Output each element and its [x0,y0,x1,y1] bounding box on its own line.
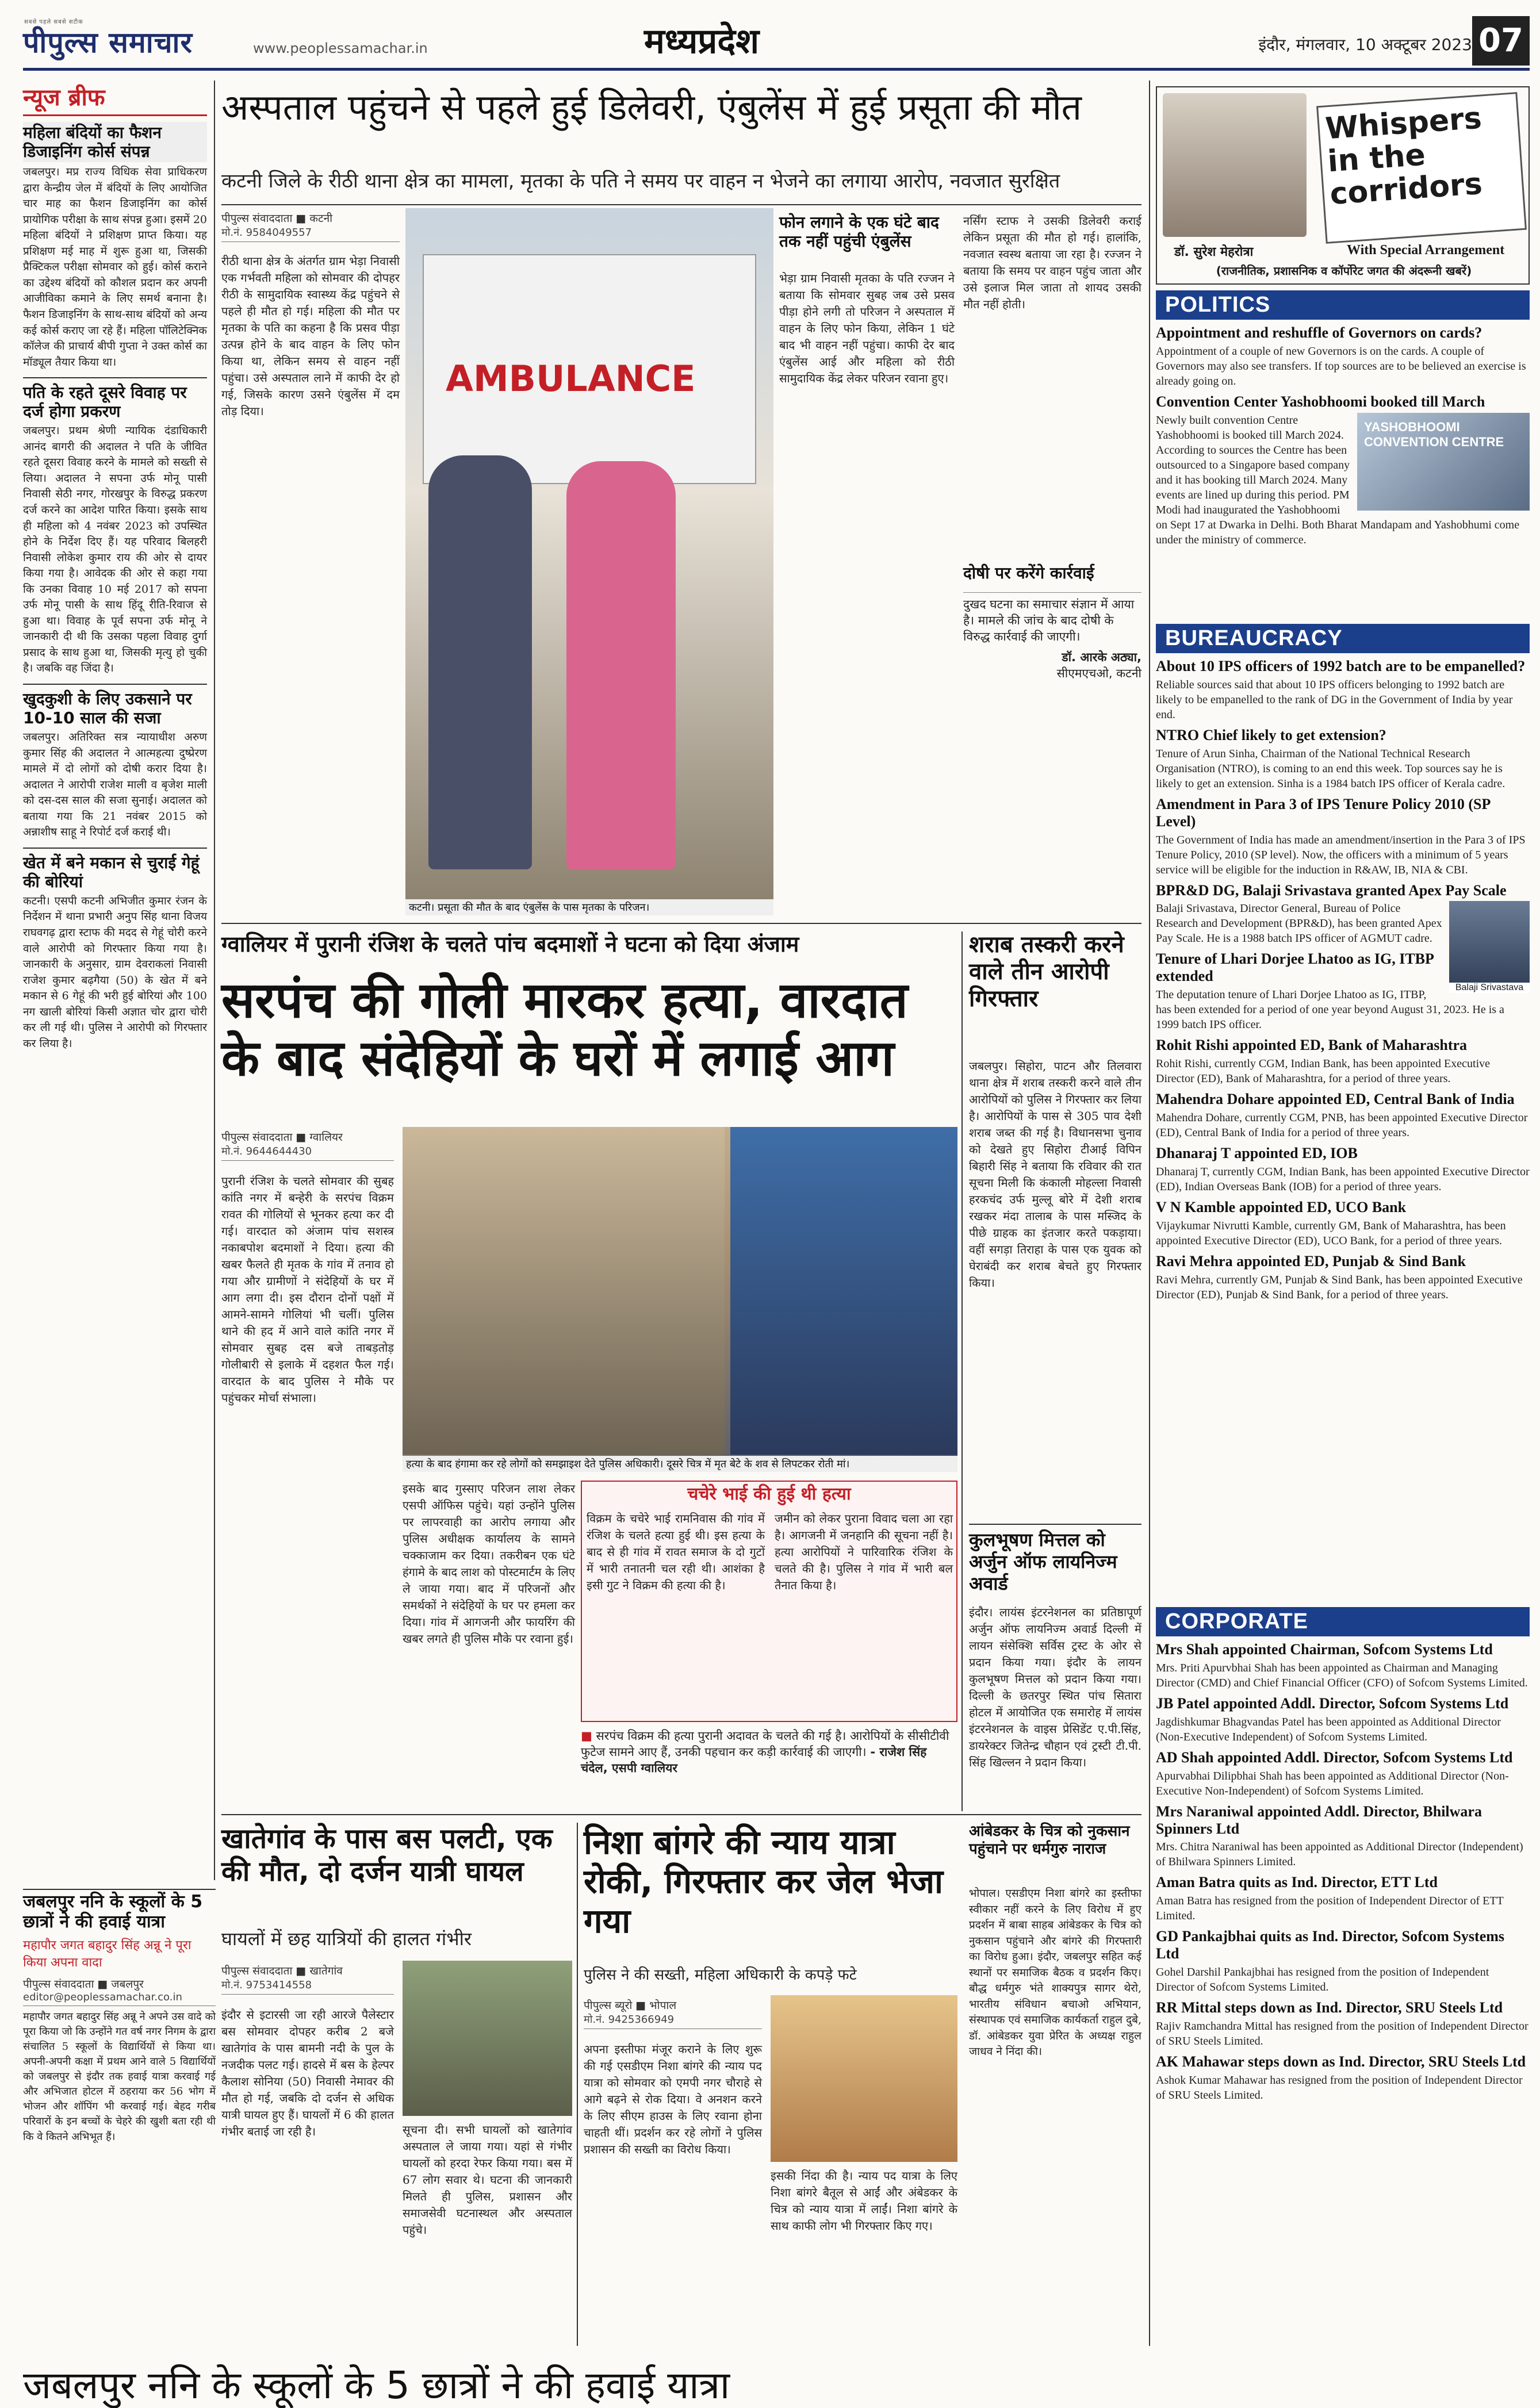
gwalior-kicker: ग्वालियर में पुरानी रंजिश के चलते पांच बदमाशों ने घटना को दिया अंजाम [221,931,799,957]
yashobhoomi-image: YASHOBHOOMI CONVENTION CENTRE [1357,413,1530,511]
brief-item: खुदकुशी के लिए उकसाने पर 10-10 साल की सजा जबलपुर। अतिरिक्त सत्र न्यायाधीश अरुण कुमार सिंह की अदालत ने आत्महत्या दुष्प्रेरण मामले में दो लोगों को दोषी करार दिया है। अदालत ने आरोपी राजेश माली व बृजेश माली को दस-दस साल की सजा सुनाई। अदालत को बताया गया कि 21 नवंबर 2015 को अन्नाशीष साहू ने रिपोर्ट दर्ज कराई थी। [23,684,207,841]
nisha-photo [771,1995,957,2162]
jabalpur-headline: जबलपुर ननि के स्कूलों के 5 छात्रों ने की हवाई यात्रा [23,2363,730,2407]
bureaucracy-title: BUREAUCRACY [1156,624,1530,653]
katni-caption: कटनी। प्रसूता की मौत के बाद एंबुलेंस के पास मृतका के परिजन। [405,899,773,915]
liquor-body: जबलपुर। सिहोरा, पाटन और तिलवारा थाना क्षेत्र में शराब तस्करी करने वाले तीन आरोपियों को पुलिस ने गिरफ्तार कर लिया है। आरोपियों के पास से 305 पाव देशी शराब जब्त की गई है। विधानसभा चुनाव को देखते हुए सिहोरा टीआई विपिन बिहारी सिंह ने बताया कि रविवार की रात सूचना मिली कि कंकाली मोहल्ला निवासी हरकचंद उर्फ मुल्लू बोरे में देशी शराब रखकर मंदा तालाब के पास मस्जिद के पीछे ग्राहक का इंतजार करते पकड़ाया। वहीं सगड़ा तिराहा के पास एक युवक को घेराबंदी कर शराब बेचते हुए गिरफ्तार किया। [969,1059,1141,1290]
whispers-badge: Whispers in the corridors [1316,92,1527,244]
nisha-byline: पीपुल्स ब्यूरो ■ भोपाल मो.नं. 9425366949 [584,1995,762,2035]
bureaucracy-item: BPR&D DG, Balaji Srivastava granted Apex Pay Scale Balaji Srivastava Balaji Srivastava, Director General, Bureau of Police Research and Development (BPR&D), has been granted Apex Pay Scale. He is a 1988 batch IPS officer of AGMUT cadre. [1156,882,1530,946]
jabalpur-story: जबलपुर ननि के स्कूलों के 5 छात्रों ने की हवाई यात्रा महापौर जगत बहादुर सिंह अन्नू ने पूरा किया अपना वादा पीपुल्स संवाददाता ■ जबलपुर editor@peoplessamachar.co.in महापौर जगत बहादुर सिंह अन्नू ने अपने उस वादे को पूरा किया जो कि उन्होंने गत वर्ष नगर निगम के द्वारा संचालित 5 स्कूलों के विद्यार्थियों से किया था। अपनी-अपनी कक्षा में प्रथम आने वाले 5 विद्यार्थियों को जबलपुर से इंदौर तक हवाई यात्रा करवाई गई और अभिजात होटल में ठहराया कर 56 भोग में भोजन और शॉपिंग भी करवाई गई। बेहद गरीब परिवारों के इन बच्चों के चेहरे की खुशी बता रही थी कि वे कितने अभिभूत हैं। [23,1892,216,2346]
corporate-item: GD Pankajbhai quits as Ind. Director, Sofcom Systems Ltd Gohel Darshil Pankajbhai has resigned from the position of Independent Director of Sofcom Systems Limited. [1156,1928,1505,1994]
gwalior-headline: सरपंच की गोली मारकर हत्या, वारदात के बाद संदेहियों के घरों में लगाई आग [221,972,908,1088]
bureaucracy-item: Amendment in Para 3 of IPS Tenure Policy 2010 (SP Level) The Government of India has made an amendment/insertion in the Para 3 of IPS Tenure Policy, 2010 (SP level). Now, the officers with a minimum of 5 years service will be eligible for the induction in R&AW, IB, NIA & CBI. [1156,795,1526,876]
nisha-side-headline: आंबेडकर के चित्र को नुकसान पहुंचाने पर धर्मगुरु नाराज [969,1823,1130,1858]
nisha-col2: इसकी निंदा की है। न्याय पद यात्रा के लिए निशा बांगरे बैतूल से आईं और अंबेडकर के चित्र को न्याय यात्रा में लाईं। निशा बांगरे के साथ काफी लोग भी गिरफ्तार किए गए। [771,2169,957,2233]
bureaucracy-section [1156,624,1530,1601]
bureaucracy-item: V N Kamble appointed ED, UCO Bank Vijaykumar Nivrutti Kamble, currently GM, Bank of Maharashtra, has been appointed Executive Director (ED), UCO Bank, for a period of three years. [1156,1198,1506,1247]
issue-date: इंदौर, मंगलवार, 10 अक्टूबर 2023 [1258,35,1472,54]
corporate-item: AD Shah appointed Addl. Director, Sofcom Systems Ltd Apurvabhai Dilipbhai Shah has been appointed as Additional Director (Non-Executive Non-Independent) of Sofcom Systems Limited. [1156,1749,1513,1797]
politics-section [1156,290,1530,618]
whispers-tagline: (राजनीतिक, प्रशासनिक व कॉर्पोरेट जगत की अंदरूनी खबरें) [1216,264,1472,278]
award-headline: कुलभूषण मित्तल को अर्जुन ऑफ लायनिज्म अवार्ड [969,1529,1117,1594]
bureaucracy-item: Tenure of Lhari Dorjee Lhatoo as IG, ITBP extended The deputation tenure of Lhari Dorjee Lhatoo as IG, ITBP, has been extended for a period of one year beyond August 31, 2023. He is a 1999 batch IPS officer. [1156,950,1504,1032]
katni-photo [405,208,773,915]
masthead-logo: सबसे पहले सबसे सटीक पीपुल्स समाचार [23,19,193,59]
ambulance-label: AMBULANCE [446,358,696,400]
brief-item: महिला बंदियों का फैशन डिजाइनिंग कोर्स संपन्न जबलपुर। मप्र राज्य विधिक सेवा प्राधिकरण द्वारा केन्द्रीय जेल में बंदियों के लिए आयोजित चार माह का फैशन डिजाइनिंग का कोर्स प्रायोगिक परीक्षा के साथ संपन्न हुआ। इसमें 20 महिला बंदियों ने प्रशिक्षण प्राप्त किया। यह प्रशिक्षण मई माह में शुरू हुआ था, जिसकी प्रैक्टिकल परीक्षा सोमवार को हुई। कोर्स कराने का उद्देश्य बंदियों को कौशल प्रदान कर अपनी आजीविका कमाने के लिए समर्थ बनाना है। फैशन डिजाइनिंग के साथ-साथ बंदियों को अन्य कई कोर्स कराए जा रहे हैं। महिला पॉलिटेक्निक कॉलेज की प्राचार्य बीपी गुप्ता ने उक्त कोर्स का मॉड्यूल तैयार किया था। [23,123,207,369]
page-number: 07 [1472,16,1530,66]
brief-item: पति के रहते दूसरे विवाह पर दर्ज होगा प्रकरण जबलपुर। प्रथम श्रेणी न्यायिक दंडाधिकारी आनंद बागरी की अदालत ने पति के जीवित रहते दूसरा विवाह करने के मामले को सख्ती से लिया। अदालत ने सपना उर्फ मोनू पासी निवासी सेठी नगर, गोरखपुर के विरुद्ध प्रकरण दर्ज करने का आदेश पारित किया। इसके साथ ही महिला को 4 नवंबर 2023 को उपस्थित होने के निर्देश दिए हैं। यह परिवाद बिलहरी निवासी लोकेश कुमार राय की ओर से दायर किया गया है। आवेदक की ओर से कहा गया कि उनका विवाह 10 मई 2017 को सपना उर्फ मोनू पासी के साथ हिंदू रीति-रिवाज से हुआ था। विवाह के पूर्व सपना उर्फ मोनू ने जानकारी दी थी कि उसका पहला विवाह दुर्गा प्रसाद के साथ हुआ था, जिसकी मृत्यु हो चुकी है। जबकि वह जिंदा है। [23,377,207,677]
corporate-title: CORPORATE [1156,1607,1530,1636]
politics-item: Appointment and reshuffle of Governors on cards? Appointment of a couple of new Governors is on the cards. A couple of Governors may also see transfers. If top sources are to be believed an exercise is already going on. [1156,324,1526,388]
bus-body: इंदौर से इटारसी जा रही आरजे पैलेस्टार बस सोमवार दोपहर करीब 2 बजे खातेगांव के पास बामनी नदी के पुल के नजदीक पलट गई। हादसे में बस के हेल्पर कैलाश सोनिया (50) निवासी नेमावर की मौत हो गई, जबकि दो दर्जन से अधिक यात्री घायल हुए हैं। घायलों में 6 की हालत गंभीर बताई जा रही है। [221,2008,394,2138]
section-title: मध्यप्रदेश [644,21,760,62]
gwalior-box: चचेरे भाई की हुई थी हत्या विक्रम के चचेरे भाई रामनिवास की गांव में रंजिश के चलते हत्या हुई थी। इस हत्या के बाद से ही गांव में रावत समाज के दो गुटों में भारी तनातनी चल रही थी। आशंका है इसी गुट ने विक्रम की हत्या की है। जमीन को लेकर पुराना विवाद चला आ रहा है। आगजनी में जनहानि की सूचना नहीं है। हत्या आरोपियों ने पारिवारिक रंजिश के चलते की है। पुलिस ने गांव में भारी बल तैनात किया है। [581,1481,957,1722]
nisha-body: अपना इस्तीफा मंजूर कराने के लिए शुरू की गई एसडीएम निशा बांगरे की न्याय पद यात्रा को सोमवार को एमपी नगर चौराहे से आगे बढ़ने से रोक दिया। वे अनशन करने के लिए सीएम हाउस के लिए रवाना होना चाहती थीं। प्रदर्शन कर रहे लोगों ने पुलिस प्रशासन की सख्ती का विरोध किया। [584,2042,762,2156]
liquor-headline: शराब तस्करी करने वाले तीन आरोपी गिरफ्तार [969,931,1124,1013]
bureaucracy-item: Rohit Rishi appointed ED, Bank of Maharashtra Rohit Rishi, currently CGM, Indian Bank, has been appointed Executive Director (ED), Bank of Maharashtra, for a period of three years. [1156,1037,1490,1086]
gwalior-byline: पीपुल्स संवाददाता ■ ग्वालियर मो.नं. 9644644430 [221,1127,394,1167]
quote-bullet-icon: ■ [581,1729,596,1743]
corporate-item: Mrs Naraniwal appointed Addl. Director, Bhilwara Spinners Ltd Mrs. Chitra Naraniwal has been appointed as Additional Director (Independent) of Bhilwara Spinners Limited. [1156,1803,1523,1869]
politics-title: POLITICS [1156,290,1530,320]
corporate-item: Aman Batra quits as Ind. Director, ETT Ltd Aman Batra has resigned from the position of Independent Director of ETT Limited. [1156,1874,1504,1923]
gwalior-caption: हत्या के बाद हंगामा कर रहे लोगों को समझाइश देते पुलिस अधिकारी। दूसरे चित्र में मृत बेटे के शव से लिपटकर रोती मां। [403,1456,957,1472]
balaji-photo: Balaji Srivastava [1449,901,1530,993]
news-brief-title: न्यूज ब्रीफ [23,80,207,116]
bureaucracy-item: About 10 IPS officers of 1992 batch are to be empanelled? Reliable sources said that about 10 IPS officers belonging to 1992 batch are likely to be empanelled to the rank of DG in the Government of India by year end. [1156,658,1526,721]
whispers-arrangement: With Special Arrangement [1347,243,1505,258]
bus-byline: पीपुल्स संवाददाता ■ खातेगांव मो.नं. 9753414558 [221,1961,394,2001]
politics-item: Convention Center Yashobhoomi booked till March YASHOBHOOMI CONVENTION CENTRE Newly built convention Centre Yashobhoomi is booked till March 2024. According to sources the Centre has been outsourced to a Singapore based company and it has booking till March 2024. Many events are lined up during this period. PM Modi had inaugurated the Yashobhoomi on Sept 17 at Dwarka in Delhi. Both Bharat Mandapam and Yashobhumi come under the ministry of commerce. [1156,393,1530,547]
masthead-url[interactable]: www.peoplessamachar.in [253,40,428,56]
nisha-headline: निशा बांगरे की न्याय यात्रा रोकी, गिरफ्तार कर जेल भेजा गया [584,1823,944,1941]
katni-col2: भेड़ा ग्राम निवासी मृतका के पति रज्जन ने बताया कि सोमवार सुबह जब उसे प्रसव पीड़ा होने लगी तो परिजन ने अस्पताल में वाहन के लिए फोन किया, लेकिन 1 घंटे बाद भी वाहन नहीं पहुंचा। काफी देर बाद एंबुलेंस आई और महिला को रीठी सामुदायिक केंद्र लेकर परिजन रवाना हुए। [779,271,955,385]
gwalior-body: पुरानी रंजिश के चलते सोमवार की सुबह कांति नगर में बन्हेरी के सरपंच विक्रम रावत की गोलियों से भूनकर हत्या कर दी गई। वारदात को अंजाम पांच सशस्त्र नकाबपोश बदमाशों ने दिया। हत्या की खबर फैलते ही मृतक के गांव में तनाव हो गया और ग्रामीणों ने संदेहियों के घर में आग लगा दी। इस दौरान दोनों पक्षों में आमने-सामने गोलियां भी चलीं। पुलिस थाने की हद में आने वाले कांति नगर में सोमवार सुबह दस बजे ताबड़तोड़ गोलीबारी से इलाके में दहशत फैल गई। वारदात के बाद पुलिस ने मौके पर पहुंचकर मोर्चा संभाला। [221,1174,394,1405]
katni-body: रीठी थाना क्षेत्र के अंतर्गत ग्राम भेड़ा निवासी एक गर्भवती महिला को सोमवार की दोपहर रीठी के सामुदायिक स्वास्थ्य केंद्र पहुंचने से पहले ही मौत हो गई। महिला की मौत पर मृतका के पति का कहना है कि प्रसव पीड़ा उत्पन्न होने के बाद वाहन के लिए फोन किया था, लेकिन समय से वाहन नहीं पहुंचा। उसे अस्पताल लाने में काफी देर हो गई, जिसके कारण उसने एंबुलेंस में दम तोड़ दिया। [221,254,400,418]
whispers-person: डॉ. सुरेश मेहरोत्रा [1174,245,1254,259]
nisha-side-body: भोपाल। एसडीएम निशा बांगरे का इस्तीफा स्वीकार नहीं करने के लिए विरोध में हुए प्रदर्शन में बाबा साहब आंबेडकर के चित्र को नुकसान पहुंचाने और बांगरे की गिरफ्तारी का विरोध हुआ। इंदौर, जबलपुर सहित कई स्थानों पर समाजिक बैठक व प्रदर्शन किए। बौद्ध धर्मगुरु भंते शाक्यपुत्र सागर थेरो, भारतीय संविधान बचाओ अभियान, संस्थापक एवं समाजिक कार्यकर्ता राहुल दुबे, डॉ. आंबेडकर युवा प्रेरित के अध्यक्ष राहुल जाधव ने निंदा की। [969,1887,1141,2058]
corporate-section [1156,1607,1530,2346]
bus-photo [403,1961,572,2116]
gwalior-quote: ■ सरपंच विक्रम की हत्या पुरानी अदावत के चलते की गई है। आरोपियों के सीसीटीवी फुटेज सामने आए हैं, उनकी पहचान कर कड़ी कार्रवाई की जाएगी। - राजेश सिंह चंदेल, एसपी ग्वालियर [581,1729,949,1775]
bureaucracy-item: NTRO Chief likely to get extension? Tenure of Arun Sinha, Chairman of the National Technical Research Organisation (NTRO), is coming to an end this week. Top sources say he is likely to get an extension. Sinha is a 1984 batch IPS officer of Kerala cadre. [1156,726,1505,790]
katni-subhead-ambulance: फोन लगाने के एक घंटे बाद तक नहीं पहुंची एंबुलेंस [779,213,939,251]
bus-col2: सूचना दी। सभी घायलों को खातेगांव अस्पताल ले जाया गया। यहां से गंभीर घायलों को हरदा रेफर किया गया। बस में 67 लोग सवार थे। घटना की जानकारी मिलते ही पुलिस, प्रशासन और समाजसेवी घटनास्थल और अस्पताल पहुंचे। [403,2123,572,2237]
corporate-item: Mrs Shah appointed Chairman, Sofcom Systems Ltd Mrs. Priti Apurvbhai Shah has been appointed as Chairman and Managing Director (CMD) and Chief Financial Officer (CFO) of Sofcom Systems Limited. [1156,1641,1528,1689]
katni-subhead-action: दोषी पर करेंगे कार्रवाई [963,563,1094,582]
bureaucracy-item: Ravi Mehra appointed ED, Punjab & Sind Bank Ravi Mehra, currently GM, Punjab & Sind Bank, has been appointed Executive Director (ED), Punjab & Sind Bank, for a period of three years. [1156,1252,1523,1301]
katni-deck: कटनी जिले के रीठी थाना क्षेत्र का मामला, मृतका के पति ने समय पर वाहन न भेजने का लगाया आरोप, नवजात सुरक्षित [221,170,1060,193]
brief-item: खेत में बने मकान से चुराई गेहूं की बोरियां कटनी। एसपी कटनी अभिजीत कुमार रंजन के निर्देशन में थाना प्रभारी अनुप सिंह थाना विजय राघवगढ़ द्वारा स्टाफ की मदद से गेहूं चोरी करने वाले आरोपी को गिरफ्तार किया गया है। जानकारी के अनुसार, ग्राम देवराकलां निवासी राजेश कुमार बढ़गैया (50) के खेत में बने मकान से 6 गेहूं की भरी हुई बोरियां और 100 नग खाली बोरियां किसी अज्ञात चोर द्वारा चोरी कर ली गई थी। पुलिस ने आरोपी को गिरफ्तार कर लिया है। [23,848,207,1052]
corporate-item: JB Patel appointed Addl. Director, Sofcom Systems Ltd Jagdishkumar Bhagvandas Patel has been appointed as Additional Director (Non-Executive Independent) of Sofcom Systems Limited. [1156,1694,1509,1743]
award-body: इंदौर। लायंस इंटरनेशनल का प्रतिष्ठापूर्ण अर्जुन ऑफ लायनिज्म अवार्ड दिल्ली में लायन संसेक्शि सर्विस ट्रस्ट के ओर से प्रदान किया गया। इंदौर के लायन कुलभूषण मित्तल को प्रदान किया गया। दिल्ली के छतरपुर स्थित पांच सितारा होटल में आयोजित एक समारोह में लायंस इंटरनेशनल के वाइस प्रेसिडेंट ए.पी.सिंह, डायरेक्टर जितेन्द्र चौहान एवं ट्रस्टी टी.पी. सिंह खिल्लन ने प्रदान किया। [969,1605,1141,1769]
whispers-header [1156,86,1530,285]
nisha-deck: पुलिस ने की सख्ती, महिला अधिकारी के कपड़े फटे [584,1966,857,1984]
corporate-item: RR Mittal steps down as Ind. Director, SRU Steels Ltd Rajiv Ramchandra Mittal has resigned from the position of Independent Director of SRU Steels Limited. [1156,1999,1528,2048]
corporate-item: AK Mahawar steps down as Ind. Director, SRU Steels Ltd Ashok Kumar Mahawar has resigned from the position of Independent Director of SRU Steels Limited. [1156,2053,1526,2102]
bus-headline: खातेगांव के पास बस पलटी, एक की मौत, दो दर्जन यात्री घायल [221,1823,553,1888]
katni-quote: दुखद घटना का समाचार संज्ञान में आया है। मामले की जांच के बाद दोषी के विरुद्ध कार्रवाई की जाएगी। डॉ. आरके अठ्या, सीएमएचओ, कटनी [963,592,1141,742]
news-brief-column [23,80,207,1880]
gwalior-col2: इसके बाद गुस्साए परिजन लाश लेकर एसपी ऑफिस पहुंचे। यहां उन्होंने पुलिस पर लापरवाही का आरोप लगाया और पुलिस अधीक्षक कार्यालय के सामने चक्काजाम कर दिया। तकरीबन एक घंटे हंगामे के बाद लाश को पोस्टमार्टम के लिए ले जाया गया। बाद में परिजनों और समर्थकों ने संदेहियों के घर पर हमला कर दिया। गांव में आगजनी और फायरिंग की खबर लगते ही पुलिस मौके पर रवाना हुई। [403,1482,575,1646]
katni-byline: पीपुल्स संवाददाता ■ कटनी मो.नं. 9584049557 [221,208,400,248]
gwalior-photo [403,1127,957,1472]
bureaucracy-item: Mahendra Dohare appointed ED, Central Bank of India Mahendra Dohare, currently CGM, PNB, has been appointed Executive Director (ED), Central Bank of India for a period of three years. [1156,1091,1528,1140]
katni-col3: नर्सिंग स्टाफ ने उसकी डिलेवरी कराई लेकिन प्रसूता की मौत हो गई। हालांकि, नवजात स्वस्थ बताया जा रहा है। रज्जन ने बताया कि समय पर वाहन पहुंच जाता और उसे इलाज मिल जाता तो शायद उसकी मौत नहीं होती। [963,214,1141,311]
bureaucracy-item: Dhanaraj T appointed ED, IOB Dhanaraj T, currently CGM, Indian Bank, has been appointed Executive Director (ED), Indian Overseas Bank (IOB) for a period of three years. [1156,1145,1530,1193]
bus-deck: घायलों में छह यात्रियों की हालत गंभीर [221,1928,472,1950]
katni-headline: अस्पताल पहुंचने से पहले हुई डिलेवरी, एंबुलेंस में हुई प्रसूता की मौत [221,86,1082,128]
